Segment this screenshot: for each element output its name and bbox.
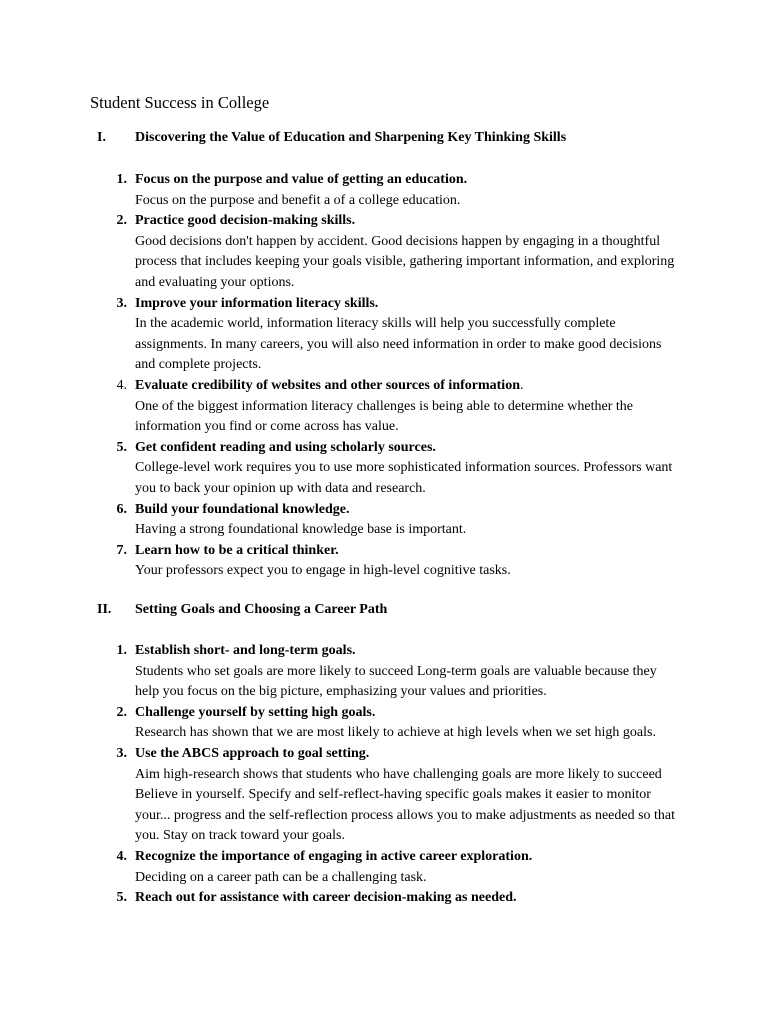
item-number: 4. [116, 848, 127, 864]
item-body: Focus on the purpose and benefit a of a college education. [135, 192, 461, 208]
item-body: College-level work requires you to use more sophisticated information sources. Professors want you to back your opinion up with data and research. [135, 460, 673, 496]
item-title: Practice good decision-making skills. [135, 213, 356, 229]
list-item [0, 641, 680, 703]
list-item [0, 170, 680, 211]
item-title: Challenge yourself by setting high goals. [135, 704, 376, 720]
item-body: Having a strong foundational knowledge base is important. [135, 522, 467, 538]
item-title: Improve your information literacy skills. [135, 295, 379, 311]
list-item [0, 541, 680, 582]
item-number: 6. [116, 501, 127, 517]
section-title: Discovering the Value of Education and Sharpening Key Thinking Skills [135, 130, 567, 145]
item-number: 2. [116, 213, 127, 229]
item-body: One of the biggest information literacy challenges is being able to determine whether the information you find or come across has value. [135, 398, 633, 435]
item-number: 5. [116, 439, 127, 455]
item-number: 4. [116, 377, 127, 393]
list-item [0, 438, 680, 500]
item-body: In the academic world, information literacy skills will help you successfully complete assignments. In many careers, you will also need information in order to make good decisions and complete projects. [135, 316, 662, 373]
item-title: Evaluate credibility of websites and other sources of information [135, 377, 520, 393]
item-title: Learn how to be a critical thinker. [135, 542, 339, 558]
item-number: 3. [116, 745, 127, 761]
list-item [0, 888, 680, 909]
list-item [0, 294, 680, 376]
item-title: Build your foundational knowledge. [135, 501, 350, 517]
list-item [0, 703, 680, 744]
list-item [0, 744, 680, 847]
item-title: Reach out for assistance with career decision-making as needed. [135, 890, 517, 906]
item-body: Students who set goals are more likely to succeed Long-term goals are valuable because they help you focus on the big picture, emphasizing your values and priorities. [135, 663, 657, 700]
item-number: 7. [116, 542, 127, 558]
item-number: 2. [116, 704, 127, 720]
item-body: Aim high-research shows that students who have challenging goals are more likely to succeed Believe in yourself. Specify and self-reflect-having specific goals makes it easier to monitor your... progress and the self-reflection process allows you to make adjustments as needed so that you. Stay on track toward your goals. [135, 766, 676, 844]
section-2-list [0, 641, 768, 909]
item-title: Recognize the importance of engaging in active career exploration. [135, 848, 533, 864]
document-title: Student Success in College [90, 93, 270, 112]
item-body: Deciding on a career path can be a challenging task. [135, 869, 427, 885]
item-title: Focus on the purpose and value of getting an education. [135, 172, 468, 187]
item-number: 1. [116, 643, 127, 658]
section-1-list [0, 170, 768, 582]
item-number: 3. [116, 295, 127, 311]
section-numeral: I. [97, 130, 106, 145]
list-item [0, 500, 680, 541]
item-body: Your professors expect you to engage in high-level cognitive tasks. [135, 563, 511, 579]
item-title-suffix: . [520, 377, 524, 393]
item-title: Establish short- and long-term goals. [135, 643, 356, 658]
list-item [0, 376, 680, 438]
section-title: Setting Goals and Choosing a Career Path [135, 602, 388, 617]
list-item [0, 847, 680, 888]
item-title: Get confident reading and using scholarly sources. [135, 439, 436, 455]
section-heading-2 [97, 600, 697, 621]
item-number: 5. [116, 890, 127, 906]
section-heading-1 [97, 128, 697, 149]
item-title: Use the ABCS approach to goal setting. [135, 745, 370, 761]
list-item [0, 211, 680, 293]
item-body: Research has shown that we are most likely to achieve at high levels when we set high goals. [135, 725, 656, 741]
item-number: 1. [116, 172, 127, 187]
section-numeral: II. [97, 602, 112, 617]
item-body: Good decisions don't happen by accident. Good decisions happen by engaging in a thoughtful process that includes keeping your goals visible, gathering important information, and exploring and evaluating your options. [135, 233, 675, 290]
